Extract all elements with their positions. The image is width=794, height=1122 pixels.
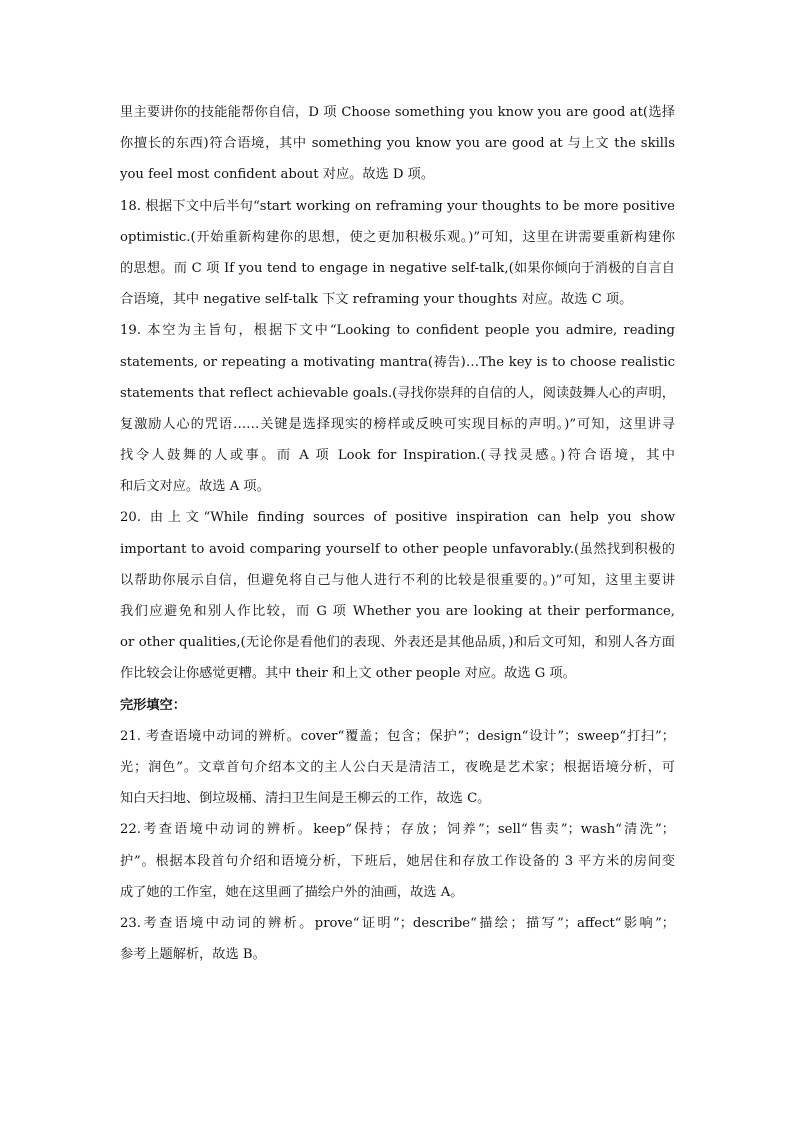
text-line: 你擅长的东西)符合语境，其中 something you know you are good at 与上文 the skills [120,136,675,152]
text-line: or other qualities,(无论你是看他们的表现、外表还是其他品质，)和后文可知，和别人各方面 [120,635,675,651]
text-line: important to avoid comparing yourself to other people unfavorably.(虽然找到积极的 [120,541,675,557]
text-line: 19. 本空为主旨句，根据下文中“Looking to confident people you admire, reading [120,323,675,339]
text-line: 参考上题解析，故选 B。 [120,947,266,963]
paragraph-21 [120,721,675,815]
text-line: 23.考查语境中动词的辨析。prove“证明”；describe“描绘；描写”；affect“影响”； [120,915,675,931]
paragraph-18 [120,191,675,316]
text-line: 20. 由上文“While finding sources of positive inspiration can help you show [120,510,675,526]
text-line: 22.考查语境中动词的辨析。keep“保持；存放；饲养”；sell“售卖”；wash“清洗”； [120,822,675,838]
text-line: 以帮助你展示自信，但避免将自己与他人进行不利的比较是很重要的。)”可知，这里主要讲 [120,572,675,588]
text-line: statements that reflect achievable goals.(寻找你崇拜的自信的人，阅读鼓舞人心的声明， [120,385,675,401]
text-line: 知白天扫地、倒垃圾桶、清扫卫生间是王柳云的工作，故选 C。 [120,791,491,807]
text-line: 21. 考查语境中动词的辨析。cover“覆盖；包含；保护”；design“设计”；sweep“打扫”； [120,728,675,744]
text-line: 我们应避免和别人作比较，而 G 项 Whether you are looking at their performance, [120,604,675,619]
text-line: 的思想。而 C 项 If you tend to engage in negative self-talk,(如果你倾向于消极的自言自 [120,260,675,276]
text-line: 成了她的工作室，她在这里画了描绘户外的油画，故选 A。 [120,884,464,900]
text-line: 找令人鼓舞的人或事。而 A 项 Look for Inspiration.(寻找灵感。)符合语境，其中 [120,448,675,464]
text-line: 作比较会让你感觉更糟。其中 their 和上文 other people 对应。故选 G 项。 [120,666,576,682]
text-line: 18. 根据下文中后半句“start working on reframing your thoughts to be more positive [120,198,675,214]
text-line: you feel most confident about 对应。故选 D 项。 [120,167,435,183]
paragraph-23 [120,908,675,970]
text-line: statements, or repeating a motivating mantra(祷告)…The key is to choose realistic [120,354,675,370]
paragraph-22 [120,814,675,908]
answer-explanations [120,97,675,970]
text-line: 护”。根据本段首句介绍和语境分析，下班后，她居住和存放工作设备的 3 平方米的房间变 [120,853,675,869]
paragraph-17-continued [120,97,675,191]
text-line: 合语境，其中 negative self-talk 下文 reframing your thoughts 对应。故选 C 项。 [120,292,633,308]
text-line: 复激励人心的咒语……关键是选择现实的榜样或反映可实现目标的声明。)”可知，这里讲寻 [120,416,675,432]
text-line: optimistic.(开始重新构建你的思想，使之更加积极乐观。)”可知，这里在讲需要重新构建你 [120,229,675,245]
paragraph-19 [120,315,675,502]
text-line: 里主要讲你的技能能帮你自信，D 项 Choose something you know you are good at(选择 [120,105,675,120]
section-heading-cloze: 完形填空： [120,697,186,713]
text-line: 和后文对应。故选 A 项。 [120,479,270,495]
text-line: 光；润色”。文章首句介绍本文的主人公白天是清洁工，夜晚是艺术家；根据语境分析，可 [120,759,675,775]
paragraph-20 [120,502,675,689]
